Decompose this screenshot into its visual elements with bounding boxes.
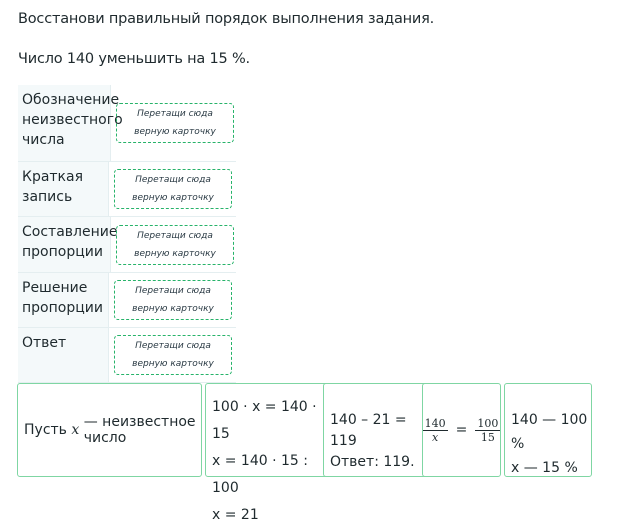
step-row	[18, 328, 236, 383]
fraction	[475, 417, 500, 444]
answer-card[interactable]	[422, 383, 501, 477]
card-text: Пусть	[24, 422, 67, 438]
card-var: x	[71, 422, 80, 438]
problem-text: Число 140 уменьшить на 15 %.	[18, 51, 250, 67]
fraction-denominator: x	[432, 430, 439, 444]
step-label: Ответ	[18, 328, 109, 382]
answer-card[interactable]	[17, 383, 202, 477]
answer-card[interactable]	[205, 383, 333, 523]
card-line: x = 21	[212, 507, 259, 523]
step-row	[18, 162, 236, 217]
card-text: — неизвестное число	[83, 414, 196, 446]
card-line: Ответ: 119.	[330, 454, 415, 470]
drop-slot[interactable]: Перетащи сюда верную карточку	[116, 103, 234, 143]
fraction-numerator: 140	[424, 416, 446, 430]
instruction-text: Восстанови правильный порядок выполнения задания.	[18, 11, 435, 27]
card-line: 100 · x = 140 · 15	[212, 399, 317, 442]
fraction	[423, 417, 448, 444]
step-label: Составление пропорции	[18, 217, 111, 272]
equals-sign: =	[455, 422, 468, 438]
card-line: x = 140 · 15 : 100	[212, 453, 308, 496]
answer-card[interactable]	[504, 383, 592, 477]
card-line: 140 — 100 %	[511, 412, 588, 452]
step-row	[18, 85, 236, 162]
step-label: Решение пропорции	[18, 273, 109, 327]
step-label: Обозначение неизвестного числа	[18, 85, 111, 161]
drop-slot[interactable]: Перетащи сюда верную карточку	[116, 225, 234, 265]
drop-slot[interactable]: Перетащи сюда верную карточку	[114, 169, 232, 209]
card-line: x — 15 %	[511, 460, 578, 476]
steps-table	[18, 85, 236, 383]
fraction-numerator: 100	[477, 416, 499, 430]
step-row	[18, 273, 236, 328]
answer-card[interactable]	[323, 383, 435, 477]
fraction-denominator: 15	[480, 430, 495, 444]
step-label: Краткая запись	[18, 162, 109, 216]
drop-slot[interactable]: Перетащи сюда верную карточку	[114, 280, 232, 320]
card-line: 140 – 21 = 119	[330, 412, 407, 449]
step-row	[18, 217, 236, 273]
drop-slot[interactable]: Перетащи сюда верную карточку	[114, 335, 232, 375]
